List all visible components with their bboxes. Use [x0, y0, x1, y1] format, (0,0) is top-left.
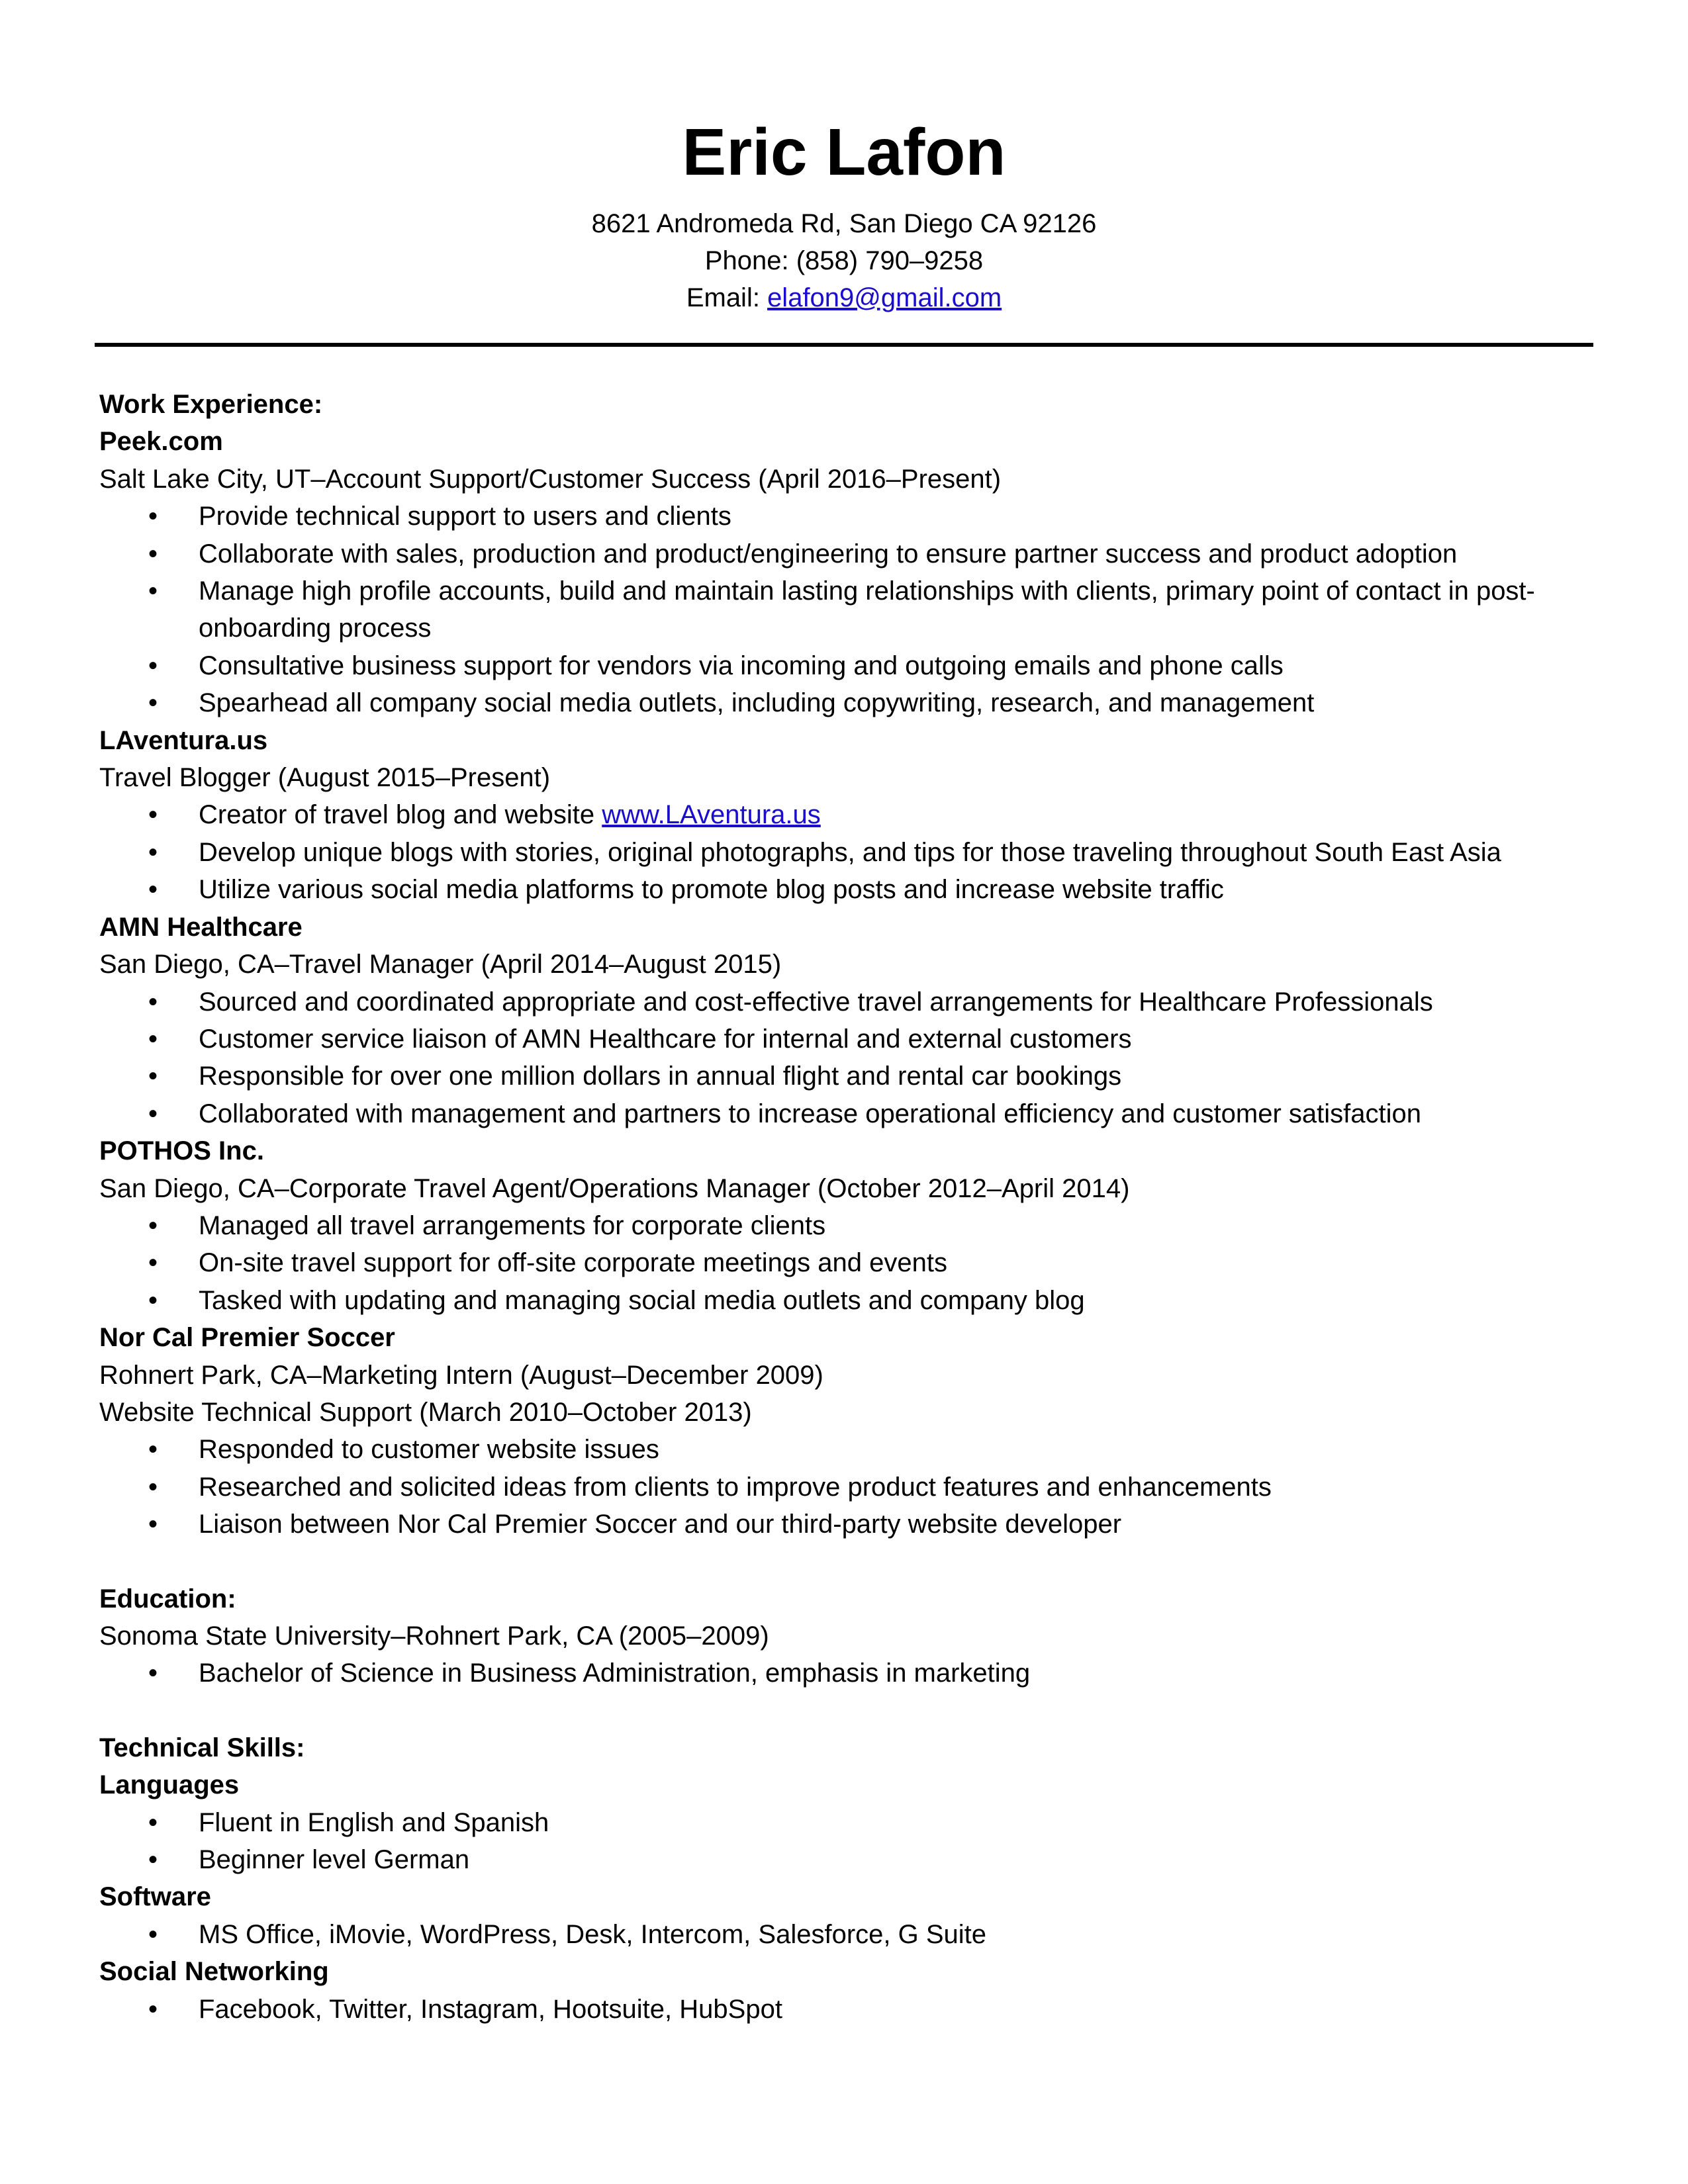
bullet-icon: • — [148, 1099, 158, 1128]
list-item: • Customer service liaison of AMN Healthcare for internal and external customers — [99, 1021, 1609, 1058]
resume-header — [0, 99, 1688, 316]
list-item: • Responded to customer website issues — [99, 1431, 1609, 1468]
role-amn-healthcare: San Diego, CA–Travel Manager (April 2014–August 2015) — [99, 950, 782, 979]
bullet-icon: • — [148, 1285, 158, 1315]
org-amn-healthcare: AMN Healthcare — [99, 912, 303, 942]
candidate-name: Eric Lafon — [682, 115, 1006, 189]
bullet-icon: • — [148, 1024, 158, 1054]
list-item: • Managed all travel arrangements for corporate clients — [99, 1207, 1609, 1244]
bullet-icon: • — [148, 1994, 158, 2024]
role-pothos: San Diego, CA–Corporate Travel Agent/Operations Manager (October 2012–April 2014) — [99, 1173, 1130, 1203]
education-heading: Education: — [99, 1584, 236, 1614]
bullet-list-software — [99, 1916, 1609, 1953]
bullet-icon: • — [148, 837, 158, 867]
work-experience-heading: Work Experience: — [99, 390, 323, 419]
bullet-icon: • — [148, 1062, 158, 1091]
role-norcal-support: Website Technical Support (March 2010–October 2013) — [99, 1397, 752, 1427]
education-school: Sonoma State University–Rohnert Park, CA (2005–2009) — [99, 1621, 769, 1651]
role-laventura: Travel Blogger (August 2015–Present) — [99, 763, 551, 793]
bullet-icon: • — [148, 576, 158, 606]
technical-skills-heading: Technical Skills: — [99, 1733, 305, 1762]
list-item: • Provide technical support to users and clients — [99, 498, 1609, 535]
email-label: Email: — [686, 283, 768, 312]
bullet-list-amn — [99, 983, 1609, 1133]
bullet-icon: • — [148, 688, 158, 718]
email-line — [0, 279, 1688, 316]
bullet-icon: • — [148, 1248, 158, 1278]
list-item: • Creator of travel blog and website www.LAventura.us — [99, 796, 1609, 833]
phone-line: Phone: (858) 790–9258 — [704, 246, 984, 275]
bullet-list-social — [99, 1991, 1609, 2028]
bullet-list-pothos — [99, 1207, 1609, 1319]
list-item: • Spearhead all company social media outlets, including copywriting, research, and management — [99, 684, 1609, 721]
section-spacer — [99, 1692, 1609, 1729]
bullet-icon: • — [148, 1510, 158, 1539]
bullet-icon: • — [148, 1807, 158, 1837]
list-item: • Sourced and coordinated appropriate and cost-effective travel arrangements for Healthcare Professionals — [99, 983, 1609, 1021]
list-item: • Collaborated with management and partners to increase operational efficiency and customer satisfaction — [99, 1095, 1609, 1132]
list-item: • Collaborate with sales, production and product/engineering to ensure partner success and product adoption — [99, 535, 1609, 572]
org-laventura: LAventura.us — [99, 725, 268, 755]
role-norcal-intern: Rohnert Park, CA–Marketing Intern (August–December 2009) — [99, 1360, 823, 1390]
bullet-list-norcal — [99, 1431, 1609, 1543]
bullet-list-languages — [99, 1804, 1609, 1879]
bullet-icon: • — [148, 800, 158, 830]
list-item: • On-site travel support for off-site corporate meetings and events — [99, 1244, 1609, 1281]
list-item: • Liaison between Nor Cal Premier Soccer and our third-party website developer — [99, 1506, 1609, 1543]
org-peek: Peek.com — [99, 427, 223, 457]
role-peek: Salt Lake City, UT–Account Support/Customer Success (April 2016–Present) — [99, 464, 1002, 494]
bullet-list-peek — [99, 498, 1609, 721]
bullet-icon: • — [148, 502, 158, 531]
bullet-icon: • — [148, 987, 158, 1017]
bullet-icon: • — [148, 1472, 158, 1502]
email-link[interactable]: elafon9@gmail.com — [767, 283, 1002, 312]
list-item: • Develop unique blogs with stories, original photographs, and tips for those traveling throughout South East Asia — [99, 834, 1609, 871]
bullet-list-education — [99, 1655, 1609, 1692]
list-item: • Responsible for over one million dollars in annual flight and rental car bookings — [99, 1058, 1609, 1095]
address-line: 8621 Andromeda Rd, San Diego CA 92126 — [591, 209, 1097, 238]
header-divider — [95, 343, 1593, 347]
bullet-icon: • — [148, 1845, 158, 1875]
section-spacer — [99, 1543, 1609, 1580]
list-item: • Consultative business support for vendors via incoming and outgoing emails and phone calls — [99, 647, 1609, 684]
bullet-icon: • — [148, 539, 158, 569]
bullet-icon: • — [148, 651, 158, 680]
list-item: • Researched and solicited ideas from clients to improve product features and enhancements — [99, 1469, 1609, 1506]
bullet-icon: • — [148, 1210, 158, 1240]
list-item: • Facebook, Twitter, Instagram, Hootsuite, HubSpot — [99, 1991, 1609, 2028]
bullet-icon: • — [148, 1659, 158, 1688]
list-item: • Tasked with updating and managing social media outlets and company blog — [99, 1282, 1609, 1319]
laventura-website-link[interactable]: www.LAventura.us — [602, 800, 821, 830]
list-item: • MS Office, iMovie, WordPress, Desk, Intercom, Salesforce, G Suite — [99, 1916, 1609, 1953]
skills-languages-label: Languages — [99, 1770, 240, 1800]
list-item: • Fluent in English and Spanish — [99, 1804, 1609, 1841]
skills-software-label: Software — [99, 1882, 211, 1912]
skills-social-networking-label: Social Networking — [99, 1957, 329, 1987]
bullet-icon: • — [148, 1435, 158, 1465]
list-item: • Beginner level German — [99, 1841, 1609, 1878]
bullet-list-laventura — [99, 796, 1609, 908]
resume-body — [99, 386, 1609, 2028]
list-item: • Utilize various social media platforms to promote blog posts and increase website traffic — [99, 871, 1609, 908]
org-nor-cal-premier-soccer: Nor Cal Premier Soccer — [99, 1323, 395, 1353]
org-pothos: POTHOS Inc. — [99, 1136, 264, 1166]
bullet-icon: • — [148, 875, 158, 905]
list-item: • Bachelor of Science in Business Administration, emphasis in marketing — [99, 1655, 1609, 1692]
list-item: • Manage high profile accounts, build and maintain lasting relationships with clients, primary point of contact in post-onboarding process — [99, 572, 1609, 647]
bullet-icon: • — [148, 1919, 158, 1949]
